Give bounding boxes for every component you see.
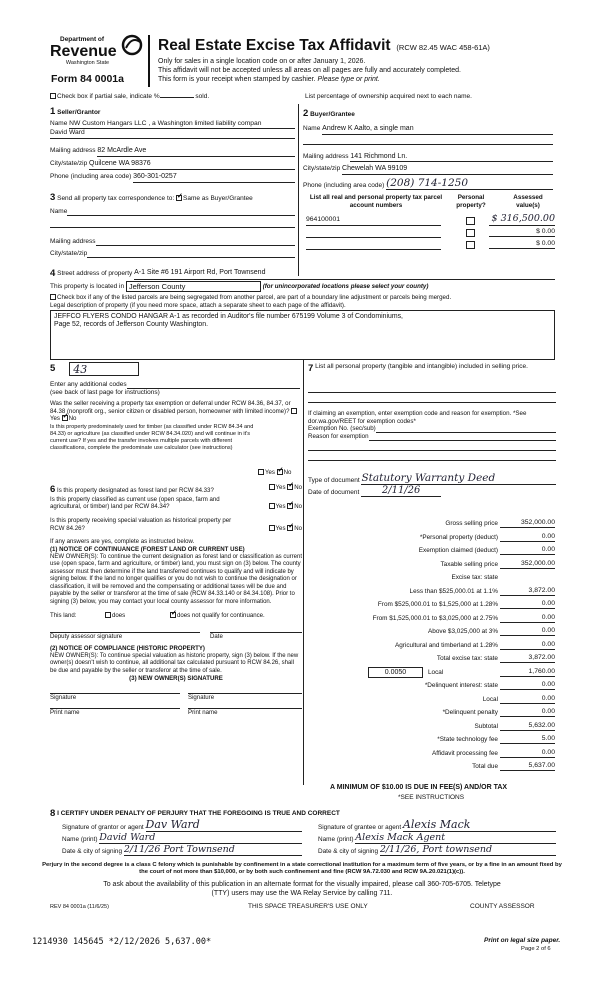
grantor-name-label: Name (print) xyxy=(62,836,98,843)
section-2-number: 2 xyxy=(303,108,309,119)
assessed-value-field[interactable]: $ 0.00 xyxy=(489,228,555,237)
grantor-date-field[interactable]: 2/11/26 Port Townsend xyxy=(124,844,302,856)
tax-row-label: *Personal property (deduct) xyxy=(419,533,498,541)
see-instructions: *SEE INSTRUCTIONS xyxy=(398,794,465,801)
revision: REV 84 0001a (11/6/25) xyxy=(50,904,109,910)
reason-label: Reason for exemption xyxy=(308,433,369,441)
tax-row-amount[interactable]: 0.00 xyxy=(500,681,555,690)
exno-label: Exemption No. (sec/sub) xyxy=(308,425,376,433)
tax-row-label: Local xyxy=(482,695,498,703)
seller-title: Seller/Grantor xyxy=(57,109,101,116)
tax-row-amount[interactable]: 352,000.00 xyxy=(500,519,555,528)
s5-q1-no-label: No xyxy=(68,415,77,423)
partial-sale-checkbox[interactable] xyxy=(50,93,56,99)
county-select[interactable]: Jefferson County xyxy=(126,281,261,292)
s6-q3: Is this property receiving special valuation as historical property per RCW 84.26? xyxy=(50,517,232,532)
s6-q1-no-label: No xyxy=(294,484,302,491)
same-as-buyer-checkbox[interactable] xyxy=(176,195,182,201)
n1-text: NEW OWNER(S): To continue the current designation as forest land or classification as current use (open space, farm and agriculture, or timber) land, you must sign on (3) below. The county assessor must then determine if the land transferred continues to qualify and will indicate by signing below. If the land no longer qualifies or you do not wish to continue the designation or classification, it will be removed and the compensating or additional taxes will be due and payable by the seller or transferor at the time of sale (RCW 84.33.140 or 84.34.108). Prior to signing (3) below, you may contact your local county assessor for more information. xyxy=(50,553,302,605)
form-title: Real Estate Excise Tax Affidavit xyxy=(158,37,391,54)
tax-row-label: Total due xyxy=(472,763,498,770)
tax-row-label: From $1,525,000.01 to $3,025,000 at 2.75% xyxy=(372,614,498,622)
section-7-number: 7 xyxy=(308,363,314,374)
seller-phone-field[interactable]: 360-301-0257 xyxy=(133,173,295,183)
s3-mail-label: Mailing address xyxy=(50,238,96,245)
partial-sale-label: Check box if partial sale, indicate % xyxy=(57,93,160,100)
seller-mail-label: Mailing address xyxy=(50,147,96,155)
s3-city-field[interactable] xyxy=(87,250,295,258)
grantor-signature[interactable]: Dav Ward xyxy=(146,819,303,832)
tax-row-amount[interactable]: 0.00 xyxy=(500,627,555,636)
parcel-row xyxy=(306,228,556,240)
n2-text: NEW OWNER(S): To continue special valuation as historic property, sign (3) below. If the new owner(s) doesn't wish to continue, all additional tax calculated pursuant to RCW 84.26, shall be due and payable by the seller or transferor at the time of sale. xyxy=(50,652,299,674)
seller-name-line2[interactable]: David Ward xyxy=(50,129,295,139)
tax-row-amount[interactable]: 0.00 xyxy=(500,708,555,717)
parcel-rows xyxy=(306,213,556,252)
header-note-3: This form is your receipt when stamped by cashier. xyxy=(158,75,316,83)
list-pct-note: List percentage of ownership acquired next to each name. xyxy=(305,93,472,100)
section-1-number: 1 xyxy=(50,106,56,117)
dept-label: Department of xyxy=(60,36,105,43)
located-label: This property is located in xyxy=(50,282,125,290)
reason-field[interactable] xyxy=(369,433,556,441)
s5-q2-no-label: No xyxy=(283,469,292,476)
s5-q1-no-checkbox[interactable] xyxy=(62,415,68,421)
tax-row-amount[interactable]: 5.00 xyxy=(500,735,555,744)
buyer-name-field[interactable]: Andrew K Aalto, a single man xyxy=(322,125,553,135)
grantee-signature[interactable]: Alexis Mack xyxy=(403,819,556,832)
s7-exempt: If claiming an exemption, enter exemption code and reason for exemption. *See dor.wa.gov/REET for exemption codes* xyxy=(308,409,527,425)
section-8-number: 8 xyxy=(50,808,56,819)
minimum-note: A MINIMUM OF $10.00 IS DUE IN FEE(S) AND/OR TAX xyxy=(330,784,508,791)
owner-print-label-1: Print name xyxy=(50,708,80,716)
tax-row-label: From $525,000.01 to $1,525,000 at 1.28% xyxy=(377,601,498,608)
assessed-value-field[interactable]: $ 0.00 xyxy=(489,240,555,249)
tax-row-amount[interactable]: 5,637.00 xyxy=(500,762,555,771)
grantor-name-field[interactable]: David Ward xyxy=(99,832,302,844)
s3-text: Send all property tax correspondence to: xyxy=(57,195,175,202)
grantee-sig-label: Signature of grantee or agent xyxy=(318,824,402,831)
tax-row-label: Less than $525,000.01 at 1.1% xyxy=(409,587,498,595)
tax-row-amount[interactable]: 0.00 xyxy=(500,600,555,609)
tax-row-label: Exemption claimed (deduct) xyxy=(418,547,498,554)
street-field[interactable]: A-1 Site #6 191 Airport Rd, Port Townsend xyxy=(134,268,555,280)
tax-row-amount[interactable]: 3,872.00 xyxy=(500,654,555,663)
perjury-note: Perjury in the second degree is a class C felony which is punishable by confinement in a state correctional institution for a maximum term of five years, or by a fine in an amount fixed by the court of not more than $10,000, or by both such confinement and fine (RCW 9A.72.030 and RCW 9A.20.021(1)(c)). xyxy=(42,862,562,876)
s5-q1-yes-checkbox[interactable] xyxy=(291,408,297,414)
s6-q3-no-label: No xyxy=(294,524,302,532)
personal-property-header: Personal property? xyxy=(456,194,486,209)
s7-text: List all personal property (tangible and intangible) included in selling price. xyxy=(315,363,528,370)
additional-codes-label: Enter any additional codes xyxy=(50,381,127,388)
s5-q1-yes-label: Yes xyxy=(50,415,60,423)
parcel-row xyxy=(306,213,556,228)
seller-name-label: Name xyxy=(50,119,68,127)
parcel-account-field[interactable] xyxy=(306,228,441,238)
form-number: Form 84 0001a xyxy=(51,73,124,85)
seller-name-field[interactable]: NW Custom Hangars LLC , a Washington limited liability compan xyxy=(69,120,295,129)
tax-row-amount[interactable]: 0.00 xyxy=(500,641,555,650)
s5-q2-yes-label: Yes xyxy=(265,469,275,476)
local-label: Local xyxy=(428,668,444,676)
cashier-stamp: 1214930 145645 *2/12/2026 5,637.00* xyxy=(32,937,212,947)
buyer-phone-field[interactable]: (208) 714-1250 xyxy=(386,178,553,190)
this-land-label: This land: xyxy=(50,612,77,620)
n3-title: (3) NEW OWNER(S) SIGNATURE xyxy=(129,675,223,683)
legal-line-2: Page 52, records of Jefferson County Washington. xyxy=(54,321,208,329)
tax-row-amount[interactable]: 0.00 xyxy=(500,695,555,704)
parcel-account-field[interactable]: 964100001 xyxy=(306,216,441,226)
s6-q3-yes-label: Yes xyxy=(275,524,286,532)
s5-q2: Is this property predominately used for timber (as classified under RCW 84.34 and 84.33) or agriculture (as classified under RCW 84.34.020) and will continue in it's current use? If yes and the transfer involves multiple parcels with different classifications, complete the predominate use calculator (see instructions) xyxy=(50,424,254,452)
s6-q2: Is this property classified as current use (open space, farm and agricultural, or timber) land per RCW 84.34? xyxy=(50,495,220,511)
parcel-row xyxy=(306,240,556,252)
deputy-sig-label: Deputy assessor signature xyxy=(50,632,123,640)
s6-q2-no-checkbox[interactable] xyxy=(287,503,293,509)
treasurer-space: THIS SPACE TREASURER'S USE ONLY xyxy=(248,903,368,910)
owner-sig-label-1: Signature xyxy=(50,693,77,701)
exno-field[interactable] xyxy=(376,425,556,433)
grantee-name-label: Name (print) xyxy=(318,836,354,843)
assessed-value-field[interactable]: $ 316,500.00 xyxy=(489,213,555,226)
seller-phone-label: Phone (including area code) xyxy=(50,172,132,180)
s3-mail-field[interactable] xyxy=(96,238,295,246)
tax-row-label: Agricultural and timberland at 1.28% xyxy=(394,641,498,649)
grantee-name-field[interactable]: Alexis Mack Agent xyxy=(355,832,556,844)
header-note-1: Only for sales in a single location code on or after January 1, 2026. xyxy=(158,58,366,66)
buyer-city-field[interactable]: Chewelah WA 99109 xyxy=(342,165,553,175)
tax-row-label: Taxable selling price xyxy=(440,560,498,568)
legal-description-field[interactable] xyxy=(50,310,555,360)
street-label: Street address of property xyxy=(57,270,133,277)
additional-codes-field[interactable] xyxy=(127,381,300,389)
tax-row-label: Total excise tax: state xyxy=(436,655,498,662)
legal-line-1: JEFFCO FLYERS CONDO HANGAR A-1 as recorded in Auditor's file number 675199 Volume 3 of Condominiums, xyxy=(54,312,403,320)
alt-format-note-2: (TTY) users may use the WA Relay Service by calling 711. xyxy=(211,890,393,897)
personal-property-checkbox[interactable] xyxy=(466,229,475,237)
s6-q1-no-checkbox[interactable] xyxy=(287,484,293,490)
section-5-number: 5 xyxy=(50,363,56,375)
does-checkbox[interactable] xyxy=(105,612,111,618)
does-label: does xyxy=(112,612,126,620)
same-as-buyer-label: Same as Buyer/Grantee xyxy=(183,195,253,202)
header-note-2: This affidavit will not be accepted unless all areas on all pages are fully and accurately completed. xyxy=(158,67,461,75)
logo-swirl-icon xyxy=(120,34,144,56)
tax-row-amount[interactable]: 5,632.00 xyxy=(500,722,555,731)
s5-q2-no-checkbox[interactable] xyxy=(277,469,283,475)
location-code-field[interactable]: 43 xyxy=(69,362,139,376)
buyer-city-label: City/state/zip xyxy=(303,165,341,173)
does-not-checkbox[interactable] xyxy=(170,612,176,618)
tax-row-label: Subtotal xyxy=(474,722,498,730)
s6-q2-yes-checkbox[interactable] xyxy=(269,503,275,509)
tax-row-label: Affidavit processing fee xyxy=(432,749,498,757)
state-label: Washington State xyxy=(65,60,110,67)
tax-row-amount[interactable]: 0.00 xyxy=(500,614,555,623)
local-rate-field[interactable]: 0.0050 xyxy=(368,667,423,678)
s6-q1-yes-label: Yes xyxy=(275,484,286,491)
does-not-label: does not qualify for continuance. xyxy=(177,612,265,620)
grantor-date-label: Date & city of signing xyxy=(62,848,123,855)
buyer-mail-field[interactable]: 141 Richmond Ln. xyxy=(350,153,553,163)
typedoc-field[interactable]: Statutory Warranty Deed xyxy=(361,473,556,485)
tax-row-label: Gross selling price xyxy=(445,520,498,527)
section-4-number: 4 xyxy=(50,268,56,279)
tax-row-label: Above $3,025,000 at 3% xyxy=(428,628,498,635)
buyer-mail-label: Mailing address xyxy=(303,152,349,160)
county-assessor: COUNTY ASSESSOR xyxy=(470,903,535,910)
buyer-title: Buyer/Grantee xyxy=(310,111,355,118)
s3-name-field[interactable] xyxy=(67,208,295,216)
revenue-label: Revenue xyxy=(50,43,117,61)
seller-city-label: City/state/zip xyxy=(50,160,88,167)
buyer-name-label: Name xyxy=(303,124,321,132)
tax-row-amount[interactable]: 352,000.00 xyxy=(500,560,555,569)
segregated-label: Check box if any of the listed parcels are being segregated from another parcel, are part of a boundary line adjustment or parcels being merged. xyxy=(57,294,452,302)
rcw-ref: (RCW 82.45 WAC 458-61A) xyxy=(396,43,490,52)
section-6-number: 6 xyxy=(50,484,56,495)
seller-mail-field[interactable]: 82 McArdle Ave xyxy=(97,147,295,157)
assessed-header: Assessed value(s) xyxy=(513,194,543,209)
parcel-header: List all real and personal property tax parcel account numbers xyxy=(309,194,443,209)
seller-city-field[interactable]: Quilcene WA 98376 xyxy=(89,160,295,170)
tax-row-label: *Delinquent penalty xyxy=(442,709,498,716)
owner-sig-label-2: Signature xyxy=(188,693,215,701)
s6-q2-no-label: No xyxy=(294,503,302,511)
legal-size-note: Print on legal size paper. xyxy=(484,937,561,944)
grantee-date-label: Date & city of signing xyxy=(318,848,379,855)
owner-print-label-2: Print name xyxy=(188,708,218,716)
typedoc-label: Type of document xyxy=(308,476,360,484)
local-tax-amount[interactable]: 1,760.00 xyxy=(500,668,555,677)
n1-title: (1) NOTICE OF CONTINUANCE (FOREST LAND OR CURRENT USE) xyxy=(50,545,245,553)
grantor-sig-label: Signature of grantor or agent xyxy=(62,824,144,831)
page-number: Page 2 of 6 xyxy=(521,946,551,952)
tax-row-label: Excise tax: state xyxy=(451,574,498,581)
buyer-phone-label: Phone (including area code) xyxy=(303,182,385,189)
deputy-date-label: Date xyxy=(210,632,223,640)
personal-property-checkbox[interactable] xyxy=(466,217,475,225)
tax-row-label: *Delinquent interest: state xyxy=(424,682,498,689)
tax-row-amount[interactable]: 0.00 xyxy=(500,546,555,555)
grantee-date-field[interactable]: 2/11/26, Port townsend xyxy=(380,844,556,856)
s6-q1: Is this property designated as forest land per RCW 84.33? xyxy=(57,487,214,494)
tax-row-amount[interactable]: 3,872.00 xyxy=(500,587,555,596)
s3-city-label: City/state/zip xyxy=(50,250,88,258)
s5-q2-yes-checkbox[interactable] xyxy=(258,469,264,475)
s8-title: I CERTIFY UNDER PENALTY OF PERJURY THAT THE FOREGOING IS TRUE AND CORRECT xyxy=(57,809,340,817)
n2-title: (2) NOTICE OF COMPLIANCE (HISTORIC PROPERTY) xyxy=(50,645,205,653)
s6-q2-yes-label: Yes xyxy=(275,503,286,511)
personal-property-checkbox[interactable] xyxy=(466,241,475,249)
segregated-checkbox[interactable] xyxy=(50,294,56,300)
tax-table xyxy=(263,518,558,806)
s6-if: If any answers are yes, complete as instructed below. xyxy=(50,538,195,546)
unincorp-note: (for unincorporated locations please select your county) xyxy=(262,282,429,290)
legal-label: Legal description of property (if you need more space, attach a separate sheet to each page of the affidavit). xyxy=(50,302,346,309)
tax-row-label: *State technology fee xyxy=(437,736,498,743)
sold-label: sold. xyxy=(195,93,210,100)
alt-format-note-1: To ask about the availability of this publication in an alternate format for the visually impaired, please call 360-705-6705. Teletype xyxy=(103,881,501,888)
s6-q1-yes-checkbox[interactable] xyxy=(269,484,275,490)
s5-q1: Was the seller receiving a property tax exemption or deferral under RCW 84.36, 84.37, or 84.38 (nonprofit org., senior citizen or disabled person, homeowner with limited income)? xyxy=(50,400,291,415)
datedoc-field[interactable]: 2/11/26 xyxy=(361,486,441,497)
section-3-number: 3 xyxy=(50,192,56,203)
parcel-account-field[interactable] xyxy=(306,240,441,250)
tax-row-amount[interactable]: 0.00 xyxy=(500,749,555,758)
s5-see: (see back of last page for instructions) xyxy=(50,389,160,397)
tax-row-amount[interactable]: 0.00 xyxy=(500,533,555,542)
s3-name-label: Name xyxy=(50,207,68,215)
datedoc-label: Date of document xyxy=(308,488,360,496)
header-note-3b: Please type or print. xyxy=(317,75,380,83)
